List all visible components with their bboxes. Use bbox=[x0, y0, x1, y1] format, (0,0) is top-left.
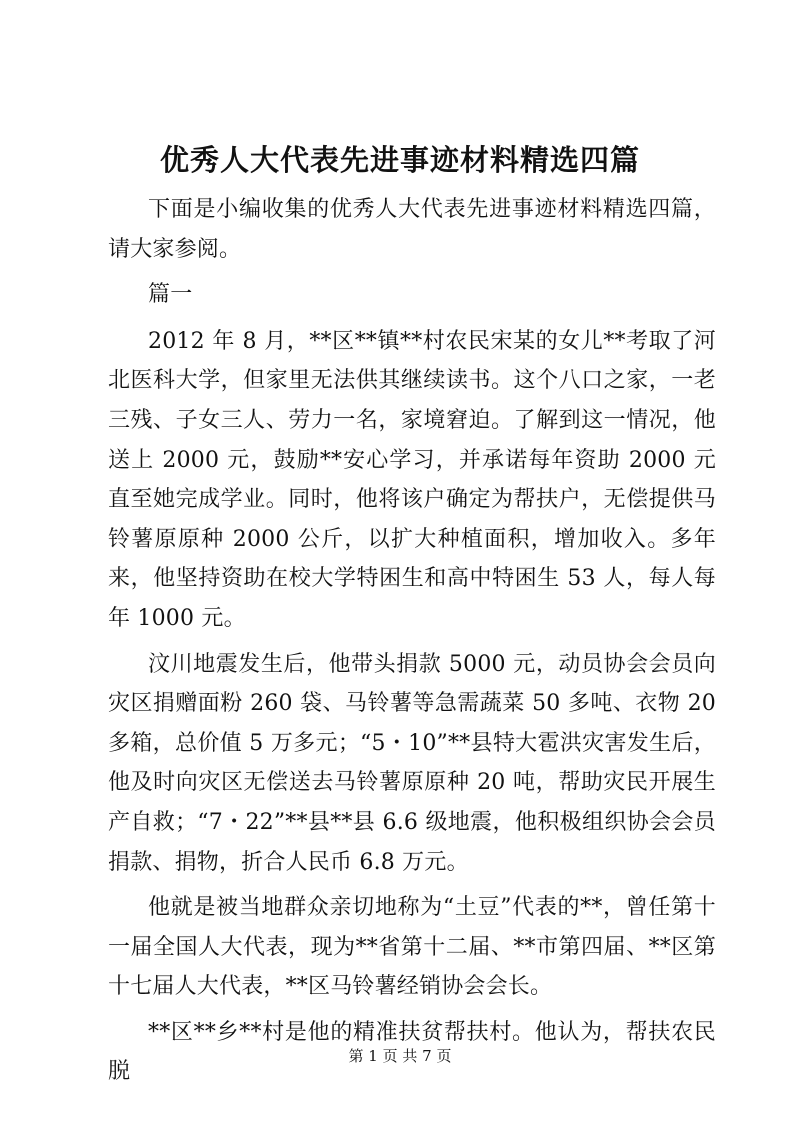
document-title: 优秀人大代表先进事迹材料精选四篇 bbox=[159, 143, 640, 177]
document-body bbox=[108, 190, 716, 1092]
paragraph-poverty-aid: **区**乡**村是他的精准扶贫帮扶村。他认为，帮扶农民脱 bbox=[108, 1019, 716, 1085]
page-number-footer: 第 1 页 共 7 页 bbox=[348, 1047, 452, 1065]
paragraph-profile: 他就是被当地群众亲切地称为“土豆”代表的**，曾任第十一届全国人大代表，现为**省第十二届、**市第四届、**区第十七届人大代表，**区马铃薯经销协会会长。 bbox=[108, 895, 716, 1000]
paragraph-intro: 下面是小编收集的优秀人大代表先进事迹材料精选四篇，请大家参阅。 bbox=[108, 197, 716, 262]
section-heading: 篇一 bbox=[148, 282, 193, 308]
paragraph-story: 2012 年 8 月，**区**镇**村农民宋某的女儿**考取了河北医科大学，但家里无法供其继续读书。这个八口之家，一老三残、子女三人、劳力一名，家境窘迫。了解到这一情况，他送上 2000 元，鼓励**安心学习，并承诺每年资助 2000 元直至她完成学业。同时，他将该户确定为帮扶户，无偿提供马铃薯原原种 2000 公斤，以扩大种植面积，增加收入。多年来，他坚持资助在校大学特困生和高中特困生 53 人，每人每年 1000 元。 bbox=[108, 328, 716, 631]
paragraph-donations: 汶川地震发生后，他带头捐款 5000 元，动员协会会员向灾区捐赠面粉 260 袋、马铃薯等急需蔬菜 50 多吨、衣物 20 多箱，总价值 5 万多元；“5・10”**县特大雹洪灾害发生后，他及时向灾区无偿送去马铃薯原原种 20 吨，帮助灾民开展生产自救；“7・22”**县**县 6.6 级地震，他积极组织协会会员捐款、捐物，折合人民币 6.8 万元。 bbox=[108, 651, 716, 875]
